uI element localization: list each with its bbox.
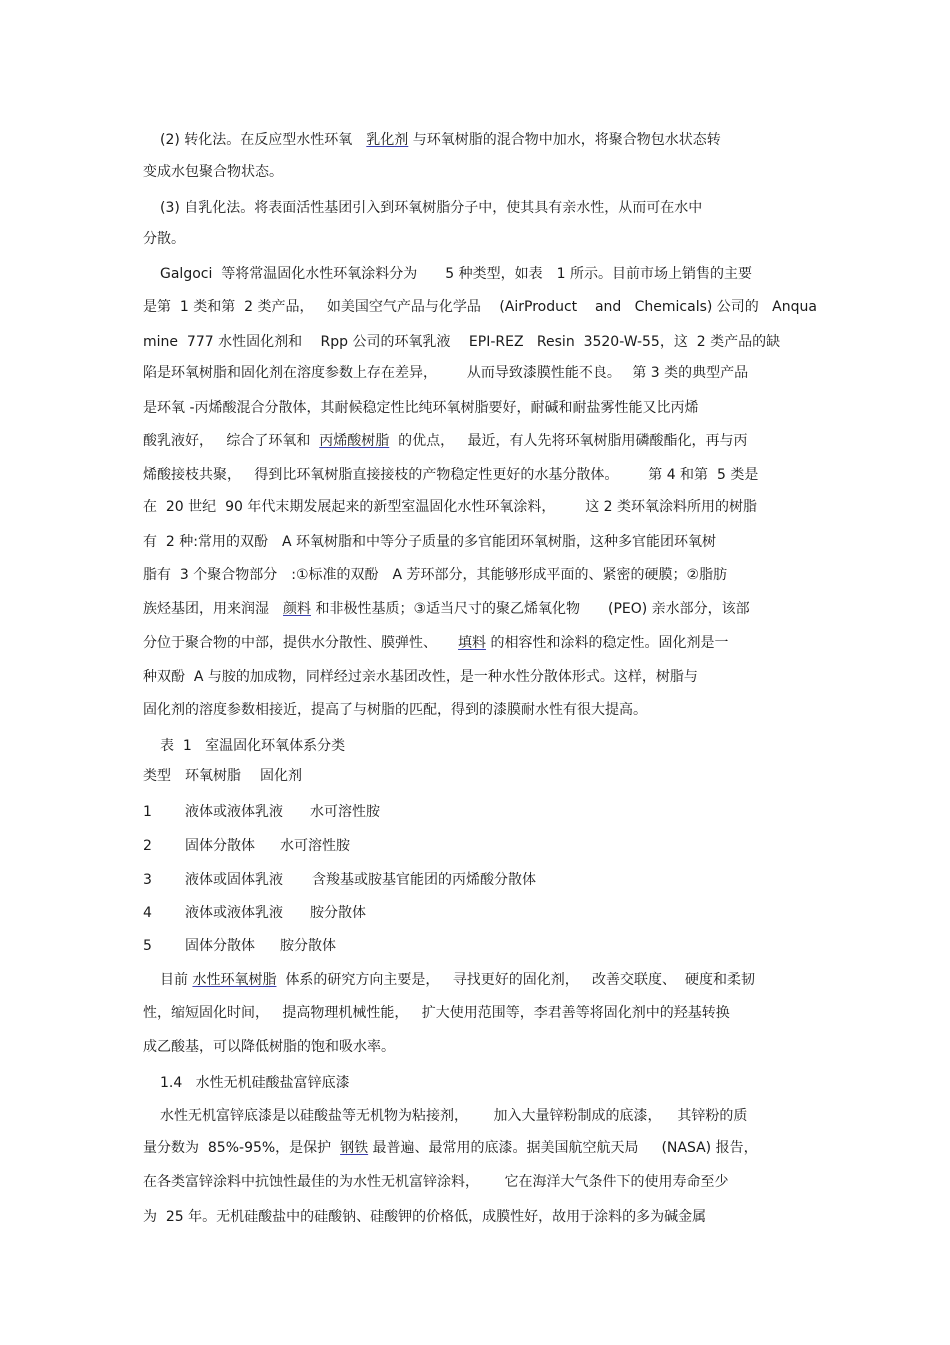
table-cell: 4	[143, 905, 152, 921]
table-cell: 胺分散体	[280, 938, 336, 954]
table-cell: 5	[143, 938, 152, 954]
paragraph-line: 在 20 世纪 90 年代末期发展起来的新型室温固化水性环氧涂料， 这 2 类环氧涂料所用的树脂	[143, 499, 758, 515]
paragraph-line: 水性无机富锌底漆是以硅酸盐等无机物为粘接剂， 加入大量锌粉制成的底漆， 其锌粉的质	[160, 1108, 748, 1124]
paragraph-line: 种双酚 A 与胺的加成物，同样经过亲水基团改性，是一种水性分散体形式。这样，树脂与	[143, 669, 698, 685]
paragraph-line	[143, 432, 748, 450]
table-header-cell: 类型	[143, 768, 171, 784]
text: 与环氧树脂的混合物中加水，将聚合物包水状态转	[408, 132, 721, 148]
text: 酸乳液好， 综合了环氧和	[143, 433, 320, 449]
text: 的优点， 最近，有人先将环氧树脂用磷酸酯化，再与丙	[389, 433, 748, 449]
table-cell: 2	[143, 838, 152, 854]
table-cell: 固体分散体	[185, 838, 255, 854]
table-cell: 含羧基或胺基官能团的丙烯酸分散体	[312, 872, 536, 888]
table-cell: 胺分散体	[310, 905, 366, 921]
text: 量分数为 85%-95%，是保护	[143, 1140, 341, 1156]
link-filler[interactable]: 填料	[458, 635, 486, 651]
table-cell: 液体或液体乳液	[185, 905, 283, 921]
paragraph-line: mine 777 水性固化剂和 Rpp 公司的环氧乳液 EPI-REZ Resin 3520-W-55，这 2 类产品的缺	[143, 334, 781, 350]
paragraph-line: 陷是环氧树脂和固化剂在溶度参数上存在差异， 从而导致漆膜性能不良。 第 3 类的典型产品	[143, 365, 749, 381]
link-pigment[interactable]: 颜料	[283, 601, 311, 617]
link-steel[interactable]: 钢铁	[340, 1140, 369, 1156]
paragraph-line: Galgoci 等将常温固化水性环氧涂料分为 5 种类型，如表 1 所示。目前市场上销售的主要	[160, 266, 752, 282]
text: 体系的研究方向主要是， 寻找更好的固化剂， 改善交联度、 硬度和柔韧	[276, 972, 755, 988]
paragraph-line: 在各类富锌涂料中抗蚀性最佳的为水性无机富锌涂料， 它在海洋大气条件下的使用寿命至少	[143, 1174, 729, 1190]
link-emulsifier[interactable]: 乳化剂	[366, 132, 409, 148]
paragraph-line	[143, 1139, 758, 1157]
text: 最普遍、最常用的底漆。据美国航空航天局 (NASA) 报告，	[368, 1140, 758, 1156]
table-cell: 水可溶性胺	[310, 804, 380, 820]
table-cell: 水可溶性胺	[280, 838, 350, 854]
text: 目前	[160, 972, 193, 988]
table-cell: 液体或固体乳液	[185, 872, 283, 888]
table-cell: 1	[143, 804, 152, 820]
text: 和非极性基质；③适当尺寸的聚乙烯氧化物 (PEO) 亲水部分，该部	[311, 601, 750, 617]
paragraph-line: 脂有 3 个聚合物部分 :①标准的双酚 A 芳环部分，其能够形成平面的、紧密的硬膜；②脂肪	[143, 567, 728, 583]
table-caption: 表 1 室温固化环氧体系分类	[160, 738, 346, 754]
table-cell: 固体分散体	[185, 938, 255, 954]
text: 的相容性和涂料的稳定性。固化剂是一	[486, 635, 729, 651]
paragraph-line: 是第 1 类和第 2 类产品， 如美国空气产品与化学品 (AirProduct and Chemicals) 公司的 Anqua	[143, 299, 817, 315]
paragraph-line: 烯酸接枝共聚， 得到比环氧树脂直接接枝的产物稳定性更好的水基分散体。 第 4 和第 5 类是	[143, 467, 759, 483]
link-waterborne-epoxy[interactable]: 水性环氧树脂	[192, 972, 277, 988]
paragraph-line: (3) 自乳化法。将表面活性基团引入到环氧树脂分子中，使其具有亲水性，从而可在水中	[160, 200, 703, 216]
paragraph-line: 成乙酸基，可以降低树脂的饱和吸水率。	[143, 1039, 395, 1055]
text: 分位于聚合物的中部，提供水分散性、膜弹性、	[143, 635, 458, 651]
paragraph-line: 固化剂的溶度参数相接近，提高了与树脂的匹配，得到的漆膜耐水性有很大提高。	[143, 702, 647, 718]
paragraph-line: 是环氧 -丙烯酸混合分散体，其耐候稳定性比纯环氧树脂要好，耐碱和耐盐雾性能又比丙烯	[143, 400, 699, 416]
paragraph-line: 分散。	[143, 231, 185, 247]
paragraph-line: 为 25 年。无机硅酸盐中的硅酸钠、硅酸钾的价格低，成膜性好，故用于涂料的多为碱金属	[143, 1209, 707, 1225]
table-header-cell: 环氧树脂	[185, 768, 241, 784]
paragraph-line: 性，缩短固化时间， 提高物理机械性能， 扩大使用范围等，李君善等将固化剂中的羟基转换	[143, 1005, 730, 1021]
text: 族烃基团，用来润湿	[143, 601, 283, 617]
paragraph-line	[143, 600, 750, 618]
table-cell: 液体或液体乳液	[185, 804, 283, 820]
text: (2) 转化法。在反应型水性环氧	[160, 132, 367, 148]
link-acrylic-resin[interactable]: 丙烯酸树脂	[319, 433, 390, 449]
paragraph-line: 变成水包聚合物状态。	[143, 164, 283, 180]
table-header-cell: 固化剂	[260, 768, 302, 784]
paragraph-line	[160, 131, 721, 149]
section-heading: 1.4 水性无机硅酸盐富锌底漆	[160, 1075, 350, 1091]
paragraph-line: 有 2 种:常用的双酚 A 环氧树脂和中等分子质量的多官能团环氧树脂，这种多官能团环氧树	[143, 534, 716, 550]
paragraph-line	[160, 971, 755, 989]
table-cell: 3	[143, 872, 152, 888]
paragraph-line	[143, 634, 728, 652]
